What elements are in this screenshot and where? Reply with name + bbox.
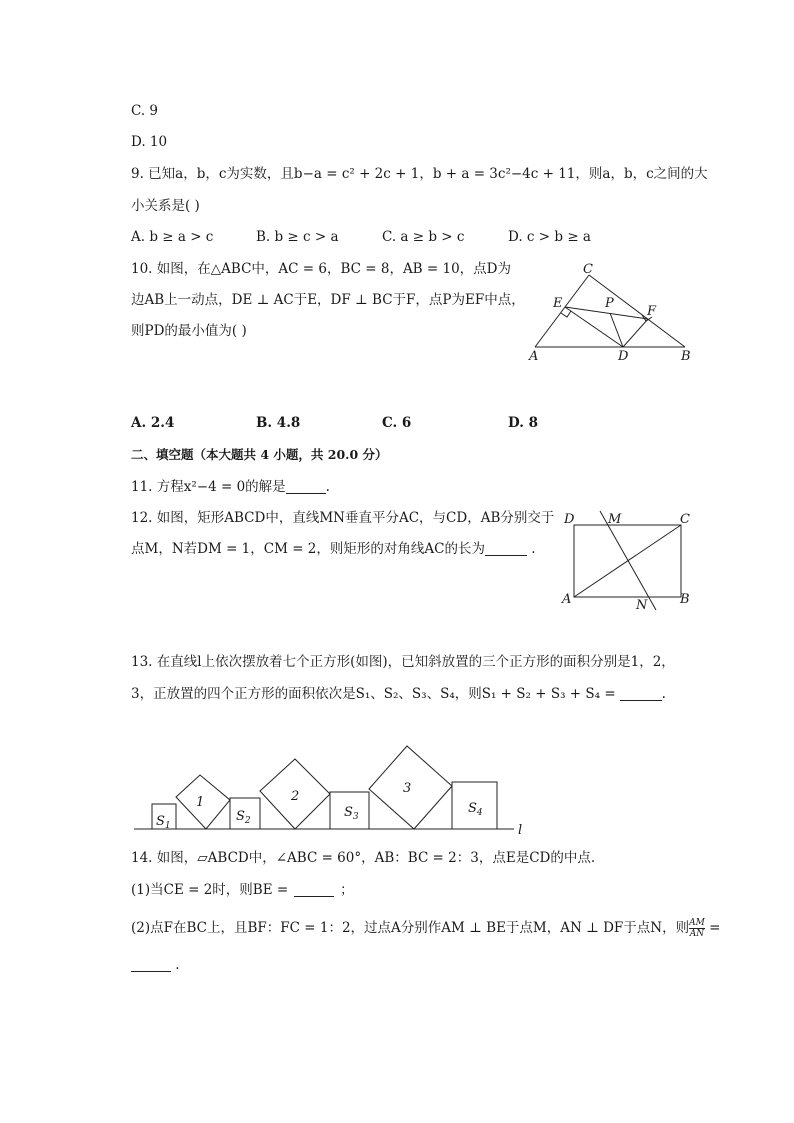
q14-fraction-numerator: AM: [689, 918, 705, 928]
q12-answer-blank[interactable]: [485, 541, 527, 556]
q10-label-b: B: [681, 349, 691, 364]
q13-label-area-2: 2: [291, 789, 300, 804]
q12-label-m: M: [608, 512, 622, 527]
q14-part1-suffix: ；: [340, 882, 354, 898]
q13-text-line2: [131, 684, 666, 704]
q12-label-d: D: [564, 512, 575, 527]
q12-prefix: 点M，N若DM = 1，CM = 2，则矩形的对角线AC的长为: [131, 541, 485, 557]
q9-text-line2: 小关系是( ): [131, 198, 200, 214]
q10-option-b: B. 4.8: [256, 415, 301, 431]
q8-option-c: C. 9: [131, 103, 159, 119]
q9-option-d: D. c > b ≥ a: [508, 229, 591, 245]
q13-label-area-1: 1: [196, 795, 205, 810]
q11-prefix: 11. 方程x²−4 = 0的解是: [131, 479, 286, 495]
q9-option-b: B. b ≥ c > a: [256, 229, 339, 245]
q13-squares-figure: [130, 740, 530, 840]
q10-label-d: D: [618, 349, 629, 364]
q14-part2-suffix: .: [171, 957, 180, 973]
q14-part1-answer-blank[interactable]: [294, 882, 334, 897]
q12-text-line2: [131, 539, 536, 559]
q10-triangle-figure: [525, 258, 700, 368]
q12-label-c: C: [680, 512, 690, 527]
q14-text-line3: [131, 918, 720, 939]
q10-label-e: E: [553, 296, 563, 311]
q11-suffix: .: [325, 479, 330, 495]
q10-label-p: P: [605, 296, 614, 311]
q14-part2-prefix: (2)点F在BC上，且BF：FC = 1：2，过点A分别作AM ⊥ BE于点M，AN ⊥ DF于点N，则: [131, 920, 690, 936]
q13-label-s2: $S_2$: [236, 809, 251, 826]
q10-label-c: C: [583, 262, 593, 277]
q14-part2-equals: =: [704, 920, 721, 936]
q12-label-a: A: [562, 592, 572, 607]
q14-text-line1: 14. 如图，▱ABCD中，∠ABC = 60°，AB：BC = 2：3，点E是CD的中点.: [131, 850, 596, 866]
q13-label-s4: $S_4$: [468, 801, 483, 818]
q14-text-line2: [131, 880, 354, 900]
q9-text-line1: 9. 已知a，b，c为实数，且b−a = c² + 2c + 1，b + a = 3c²−4c + 11，则a，b，c之间的大: [131, 166, 708, 182]
q13-prefix: 3，正放置的四个正方形的面积依次是S₁、S₂、S₃、S₄，则S₁ + S₂ + S₃ + S₄ =: [131, 686, 616, 702]
q12-rectangle-figure: [560, 508, 700, 613]
q10-option-a: A. 2.4: [131, 415, 175, 431]
q11-answer-blank[interactable]: [286, 479, 326, 494]
q8-option-d: D. 10: [131, 134, 168, 150]
q14-fraction-denominator: AN: [689, 929, 705, 939]
q9-option-a: A. b ≥ a > c: [131, 229, 214, 245]
q10-text-line1: 10. 如图，在△ABC中，AC = 6，BC = 8，AB = 10，点D为: [131, 261, 512, 277]
q13-answer-blank[interactable]: [620, 686, 662, 701]
q13-label-s1: $S_1$: [156, 814, 171, 831]
q10-text-line3: 则PD的最小值为( ): [131, 323, 247, 339]
q13-label-line-l: l: [518, 823, 523, 838]
q10-option-c: C. 6: [382, 415, 412, 431]
q12-label-n: N: [636, 598, 648, 613]
q10-label-a: A: [529, 349, 539, 364]
q9-option-c: C. a ≥ b > c: [382, 229, 465, 245]
q11-text: [131, 477, 330, 497]
q14-part2-answer-blank[interactable]: [131, 957, 171, 972]
section-2-heading: 二、填空题（本大题共 4 小题，共 20.0 分）: [131, 447, 388, 462]
q14-part1-prefix: (1)当CE = 2时，则BE =: [131, 882, 289, 898]
q14-text-line4: [131, 955, 180, 975]
q13-text-line1: 13. 在直线l上依次摆放着七个正方形(如图)，已知斜放置的三个正方形的面积分别是1，2，: [131, 654, 675, 670]
q10-label-f: F: [647, 304, 657, 319]
q12-label-b: B: [680, 592, 690, 607]
q12-text-line1: 12. 如图，矩形ABCD中，直线MN垂直平分AC，与CD，AB分别交于: [131, 510, 555, 526]
q12-suffix: .: [526, 541, 536, 557]
q13-suffix: .: [661, 686, 666, 702]
q13-label-s3: $S_3$: [344, 805, 359, 822]
q10-option-d: D. 8: [508, 415, 539, 431]
q14-fraction-am-an: [689, 918, 705, 939]
q13-label-area-3: 3: [403, 781, 412, 796]
q10-text-line2: 边AB上一动点，DE ⊥ AC于E，DF ⊥ BC于F，点P为EF中点，: [131, 292, 525, 308]
